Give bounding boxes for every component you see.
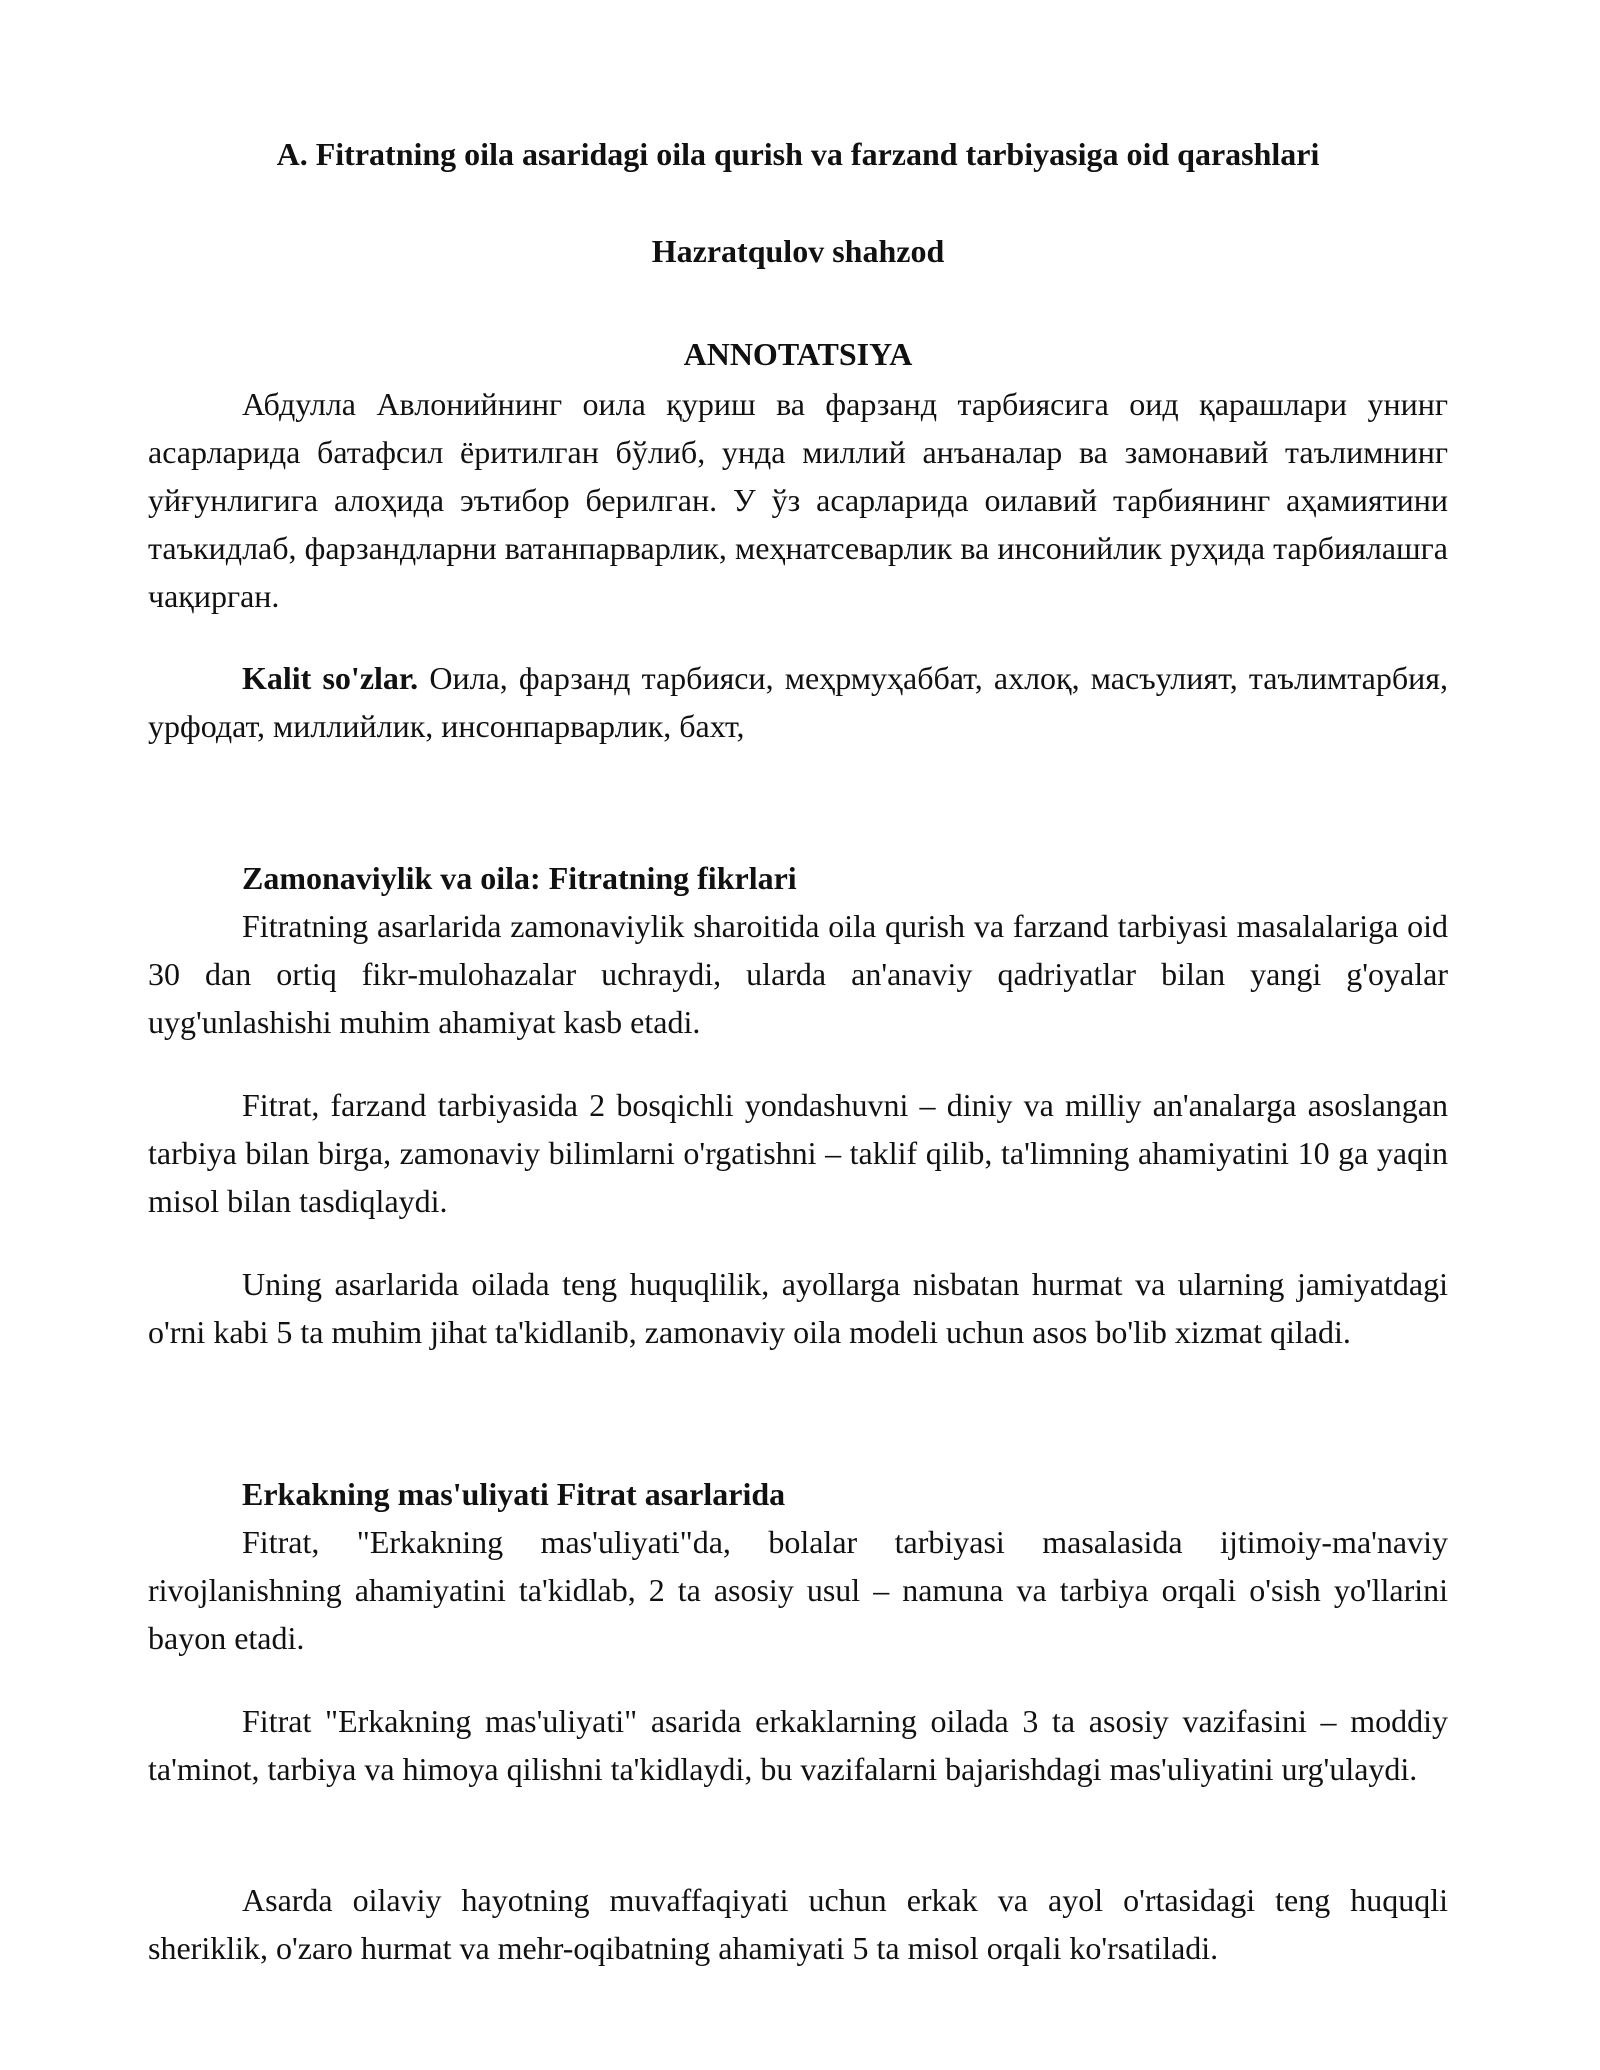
section2-paragraph-3: Asarda oilaviy hayotning muvaffaqiyati uchun erkak va ayol o'rtasidagi teng huquqli sheriklik, o'zaro hurmat va mehr-oqibatning ahamiyati 5 ta misol orqali ko'rsatiladi. [148,1882,1448,1966]
author-name: Hazratqulov shahzod [651,233,945,269]
keywords-text: Оила, фарзанд тарбияси, меҳрмуҳаббат, ахлоқ, масъулият, таълимтарбия, урфодат, миллийлик, инсонпарварлик, бахт, [148,660,1449,744]
abstract-text: Абдулла Авлонийнинг оила қуриш ва фарзанд тарбиясига оид қарашлари унинг асарларида батафсил ёритилган бўлиб, унда миллий анъаналар ва замонавий таълимнинг уйғунлигига алоҳида эътибор берилган. У ўз асарларида оилавий тарбиянинг аҳамиятини таъкидлаб, фарзандларни ватанпарварлик, меҳнатсеварлик ва инсонийлик руҳида тарбиялашга чақирган. [148,386,1448,614]
section2-paragraph-1: Fitrat, "Erkakning mas'uliyati"da, bolalar tarbiyasi masalasida ijtimoiy-ma'naviy rivojlanishning ahamiyatini ta'kidlab, 2 ta asosiy usul – namuna va tarbiya orqali o'sish yo'llarini bayon etadi. [148,1524,1448,1656]
document-title: A. Fitratning oila asaridagi oila qurish va farzand tarbiyasiga oid qarashlari [276,136,1320,172]
section1-paragraph-3: Uning asarlarida oilada teng huquqlilik, ayollarga nisbatan hurmat va ularning jamiyatdagi o'rni kabi 5 ta muhim jihat ta'kidlanib, zamonaviy oila modeli uchun asos bo'lib xizmat qiladi. [148,1266,1448,1350]
section-heading-zamonaviylik: Zamonaviylik va oila: Fitratning fikrlari [242,860,797,896]
section1-paragraph-1: Fitratning asarlarida zamonaviylik sharoitida oila qurish va farzand tarbiyasi masalalariga oid 30 dan ortiq fikr-mulohazalar uchraydi, ularda an'anaviy qadriyatlar bilan yangi g'oyalar uyg'unlashishi muhim ahamiyat kasb etadi. [148,908,1448,1040]
section-heading-erkakning: Erkakning mas'uliyati Fitrat asarlarida [242,1476,786,1512]
section2-paragraph-2: Fitrat "Erkakning mas'uliyati" asarida erkaklarning oilada 3 ta asosiy vazifasini – moddiy ta'minot, tarbiya va himoya qilishni ta'kidlaydi, bu vazifalarni bajarishdagi mas'uliyatini urg'ulaydi. [148,1703,1448,1787]
section1-paragraph-2: Fitrat, farzand tarbiyasida 2 bosqichli yondashuvni – diniy va milliy an'analarga asoslangan tarbiya bilan birga, zamonaviy bilimlarni o'rgatishni – taklif qilib, ta'limning ahamiyatini 10 ga yaqin misol bilan tasdiqlaydi. [148,1087,1448,1219]
keywords-paragraph [148,654,1448,750]
keywords-label: Kalit so'zlar. [242,660,419,696]
abstract-heading: ANNOTATSIYA [683,336,913,372]
